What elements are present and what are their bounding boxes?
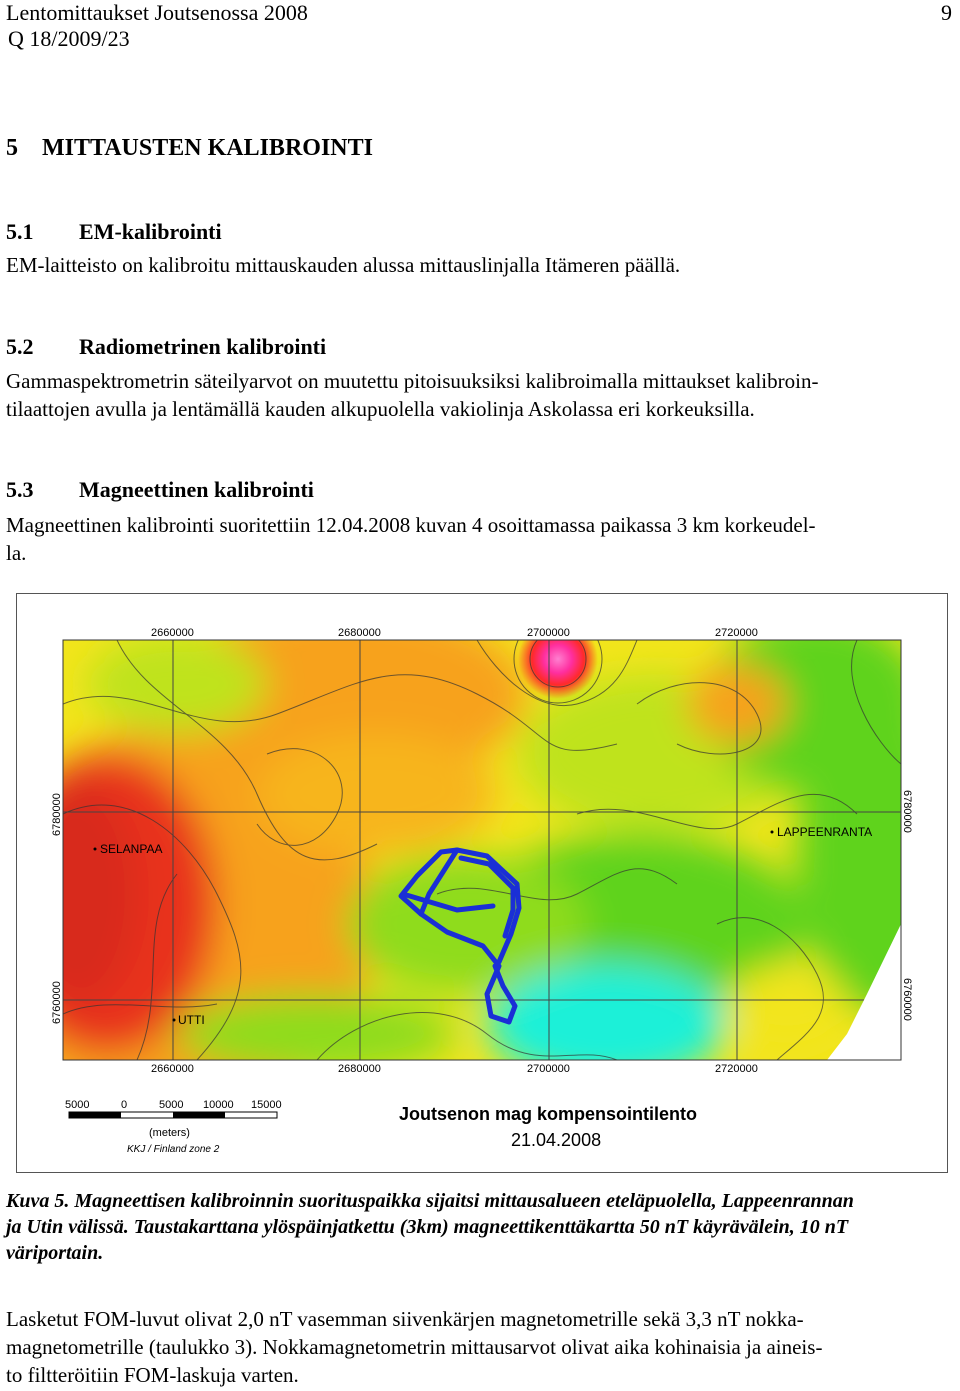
body-line: la. [6,541,27,565]
scale-unit: (meters) [149,1127,190,1139]
x-tick-label-bottom: 2660000 [151,1063,194,1075]
x-tick-label-top: 2700000 [527,627,570,639]
map-date: 21.04.2008 [511,1130,602,1150]
subsection-number: 5.3 [6,477,34,502]
caption-line: väriportain. [6,1242,104,1264]
subsection-5-1-heading [6,219,222,245]
subsection-number: 5.2 [6,334,34,359]
x-tick-label-bottom: 2680000 [338,1063,381,1075]
subsection-title: Magneettinen kalibrointi [79,477,314,502]
body-line: Lasketut FOM-luvut olivat 2,0 nT vasemman siivenkärjen magnetometrille sekä 3,3 nT nokka- [6,1307,804,1331]
caption-line: Kuva 5. Magneettisen kalibroinnin suorituspaikka sijaitsi mittausalueen eteläpuolella, Lappeenrannan [6,1190,854,1212]
running-header-title: Lentomittaukset Joutsenossa 2008 [6,0,308,25]
section-5-heading [6,134,373,162]
fom-paragraph [6,1305,956,1389]
section-number: 5 [6,135,18,161]
body-line: Magneettinen kalibrointi suoritettiin 12.04.2008 kuvan 4 osoittamassa paikassa 3 km korkeudel- [6,513,816,537]
y-tick-label-left: 6780000 [51,793,63,836]
place-label-lappeenranta: LAPPEENRANTA [777,825,873,839]
map-title: Joutsenon mag kompensointilento [399,1104,698,1124]
body-line: Gammaspektrometrin säteilyarvot on muutettu pitoisuuksiksi kalibroimalla mittaukset kalibroin- [6,369,819,393]
running-header-report-id: Q 18/2009/23 [8,26,130,51]
scale-bar [65,1099,282,1155]
place-marker [771,831,774,834]
place-marker [94,848,97,851]
subsection-5-3-heading [6,477,314,503]
magnetic-map [17,594,947,1172]
page-number: 9 [941,0,952,25]
x-tick-label-bottom: 2720000 [715,1063,758,1075]
subsection-number: 5.1 [6,219,34,244]
place-marker [173,1019,176,1022]
caption-line: ja Utin välissä. Taustakarttana ylöspäinjatkettu (3km) magneettikenttäkartta 50 nT käyrävälein, 10 nT [6,1216,849,1238]
subsection-5-1-body: EM-laitteisto on kalibroitu mittauskauden alussa mittauslinjalla Itämeren päällä. [6,253,681,277]
scale-label: 0 [121,1099,128,1111]
place-label-utti: UTTI [178,1013,205,1027]
scale-label: 5000 [159,1099,184,1111]
subsection-title: Radiometrinen kalibrointi [79,334,327,359]
scale-label: 10000 [203,1099,234,1111]
x-tick-label-top: 2680000 [338,627,381,639]
y-tick-label-right: 6760000 [901,978,913,1021]
subsection-5-2-heading [6,334,326,360]
figure-caption [6,1188,956,1266]
subsection-title: EM-kalibrointi [79,219,222,244]
subsection-5-2-body [6,367,956,423]
section-title: MITTAUSTEN KALIBROINTI [42,135,373,161]
x-tick-label-bottom: 2700000 [527,1063,570,1075]
scale-label: 15000 [251,1099,282,1111]
body-line: magnetometrille (taulukko 3). Nokkamagnetometrin mittausarvot olivat aika kohinaisia ja aineis- [6,1335,823,1359]
x-tick-label-top: 2720000 [715,627,758,639]
magnetic-map-figure [16,593,948,1173]
y-tick-label-right: 6780000 [901,790,913,833]
x-tick-label-top: 2660000 [151,627,194,639]
body-line: tilaattojen avulla ja lentämällä kauden alkupuolella vakiolinja Askolassa eri korkeuksilla. [6,397,755,421]
place-label-selanpaa: SELANPAA [100,842,163,856]
y-tick-label-left: 6760000 [51,981,63,1024]
scale-label: 5000 [65,1099,90,1111]
subsection-5-3-body [6,511,956,567]
color-field [17,604,947,1124]
projection-label: KKJ / Finland zone 2 [127,1144,220,1155]
body-line: to filtteröitiin FOM-laskuja varten. [6,1363,299,1387]
